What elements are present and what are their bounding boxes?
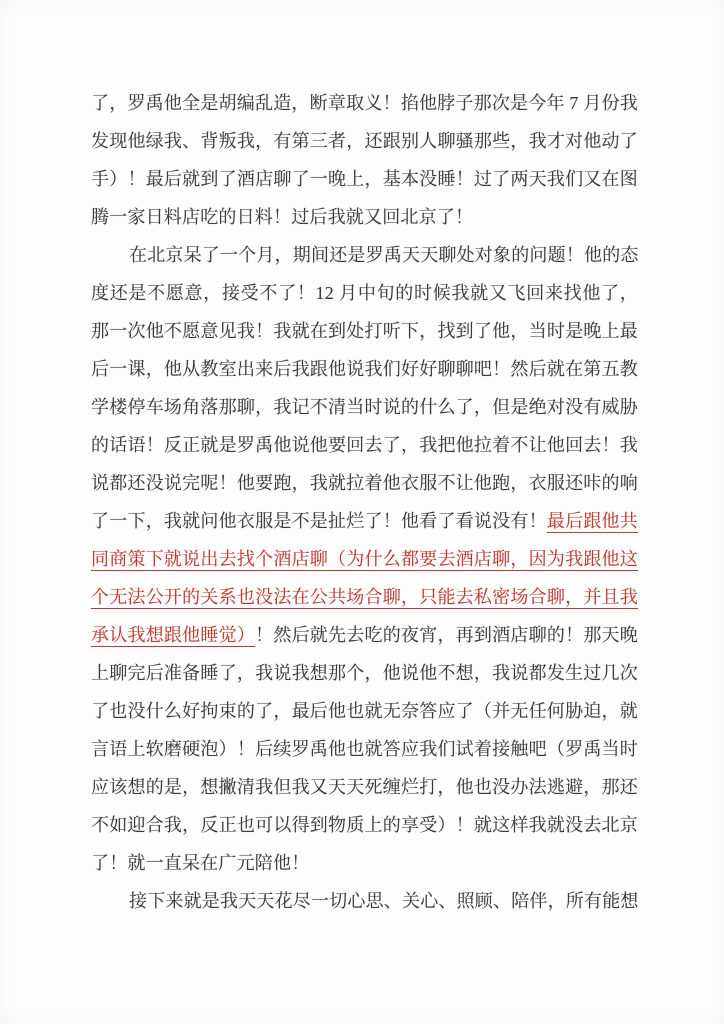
text-line [91, 730, 638, 768]
text-segment: 了，罗禹他全是胡编乱造，断章取义！掐他脖子那次是今年 7 月份我 [91, 93, 638, 113]
text-segment: 手）！最后就到了酒店聊了一晚上，基本没睡！过了两天我们又在图 [91, 169, 638, 189]
text-segment: 了也没什么好拘束的了，最后他也就无奈答应了（并无任何胁迫，就 [91, 701, 638, 721]
text-segment: 接下来就是我天天花尽一切心思、关心、照顾、陪伴，所有能想 [129, 891, 639, 911]
text-line [91, 312, 638, 350]
text-segment: 发现他绿我、背叛我，有第三者，还跟别人聊骚那些，我才对他动了 [91, 131, 638, 151]
text-line [91, 84, 638, 122]
text-line [91, 122, 638, 160]
text-line [91, 540, 638, 578]
text-segment: 言语上软磨硬泡）！后续罗禹他也就答应我们试着接触吧（罗禹当时 [91, 739, 638, 759]
text-line [91, 426, 638, 464]
text-line [91, 882, 638, 920]
text-segment: 不如迎合我，反正也可以得到物质上的享受）！就这样我就没去北京 [91, 815, 638, 835]
text-segment: 应该想的是，想撇清我但我又天天死缠烂打，他也没办法逃避，那还 [91, 777, 638, 797]
text-segment: 在北京呆了一个月，期间还是罗禹天天聊处对象的问题！他的态 [129, 245, 639, 265]
text-line [91, 768, 638, 806]
text-segment: ！然后就先去吃的夜宵，再到酒店聊的！那天晚 [255, 625, 638, 645]
highlighted-text: 最后跟他共 [546, 511, 638, 531]
highlighted-text: 个无法公开的关系也没法在公共场合聊，只能去私密场合聊，并且我 [91, 587, 638, 607]
text-segment: 学楼停车场角落那聊，我记不清当时说的什么了，但是绝对没有威胁 [91, 397, 638, 417]
text-segment: 那一次他不愿意见我！我就在到处打听下，找到了他，当时是晚上最 [91, 321, 638, 341]
text-segment: 上聊完后准备睡了，我说我想那个，他说他不想，我说都发生过几次 [91, 663, 638, 683]
text-line [91, 806, 638, 844]
text-segment: 后一课，他从教室出来后我跟他说我们好好聊聊吧！然后就在第五教 [91, 359, 638, 379]
text-line [91, 350, 638, 388]
text-segment: 度还是不愿意，接受不了！12 月中旬的时候我就又飞回来找他了， [91, 283, 638, 303]
text-line [91, 578, 638, 616]
text-line [91, 502, 638, 540]
text-segment: 了！就一直呆在广元陪他！ [91, 853, 310, 873]
text-line [91, 274, 638, 312]
text-line [91, 198, 638, 236]
text-line [91, 160, 638, 198]
text-line [91, 692, 638, 730]
text-line [91, 388, 638, 426]
text-line [91, 654, 638, 692]
text-line [91, 616, 638, 654]
text-line [91, 236, 638, 274]
text-line [91, 464, 638, 502]
text-segment: 说都还没说完呢！他要跑，我就拉着他衣服不让他跑，衣服还咔的响 [91, 473, 638, 493]
text-line [91, 844, 638, 882]
highlighted-text: 承认我想跟他睡觉） [91, 625, 256, 645]
highlighted-text: 同商策下就说出去找个酒店聊（为什么都要去酒店聊，因为我跟他这 [91, 549, 638, 569]
document-text [91, 84, 638, 920]
text-segment: 腾一家日料店吃的日料！过后我就又回北京了！ [91, 207, 474, 227]
text-segment: 了一下，我就问他衣服是不是扯烂了！他看了看说没有！ [91, 511, 547, 531]
text-segment: 的话语！反正就是罗禹他说他要回去了，我把他拉着不让他回去！我 [91, 435, 638, 455]
